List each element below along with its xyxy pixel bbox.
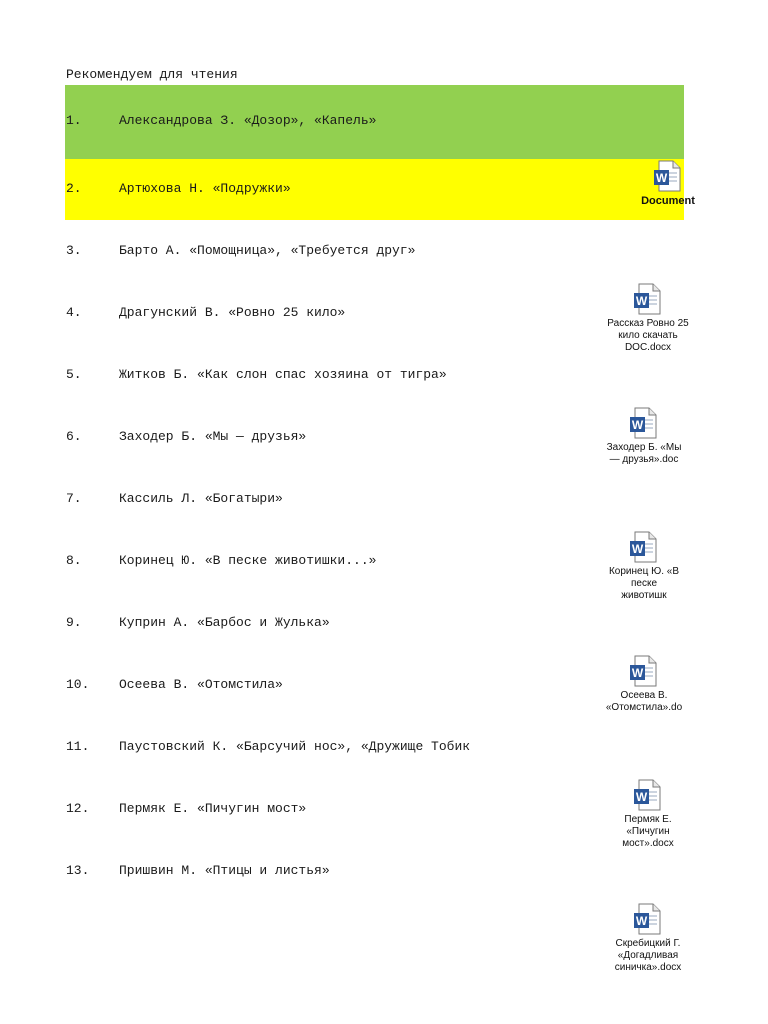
- list-item: [66, 243, 415, 259]
- attachment-label: Осеева В.: [620, 690, 668, 701]
- attachment-label: Рассказ Ровно 25: [607, 318, 689, 329]
- list-item-text: Драгунский В. «Ровно 25 кило»: [119, 305, 346, 320]
- list-item-number: 7.: [66, 491, 82, 506]
- page-heading: Рекомендуем для чтения: [66, 67, 238, 82]
- attachment-document[interactable]: [600, 283, 696, 354]
- attachment-document[interactable]: [600, 655, 688, 714]
- list-item-number: 3.: [66, 243, 82, 258]
- attachment-label: «Догадливая: [617, 950, 679, 961]
- svg-text:W: W: [631, 666, 644, 680]
- word-document-icon: [629, 407, 659, 439]
- list-item-text: Барто А. «Помощница», «Требуется друг»: [119, 243, 416, 258]
- attachment-document[interactable]: [600, 779, 696, 850]
- list-item: [66, 181, 291, 197]
- attachment-label: Коринец Ю. «В: [608, 566, 679, 577]
- list-item-text: Кассиль Л. «Богатыри»: [119, 491, 283, 506]
- attachment-label: мост».docx: [622, 838, 674, 849]
- attachment-label: «Отомстила».do: [605, 702, 683, 713]
- attachment-label: кило скачать: [618, 330, 678, 341]
- list-item-text: Артюхова Н. «Подружки»: [119, 181, 291, 196]
- attachment-label: «Пичугин: [626, 826, 670, 837]
- list-item: [66, 801, 306, 817]
- attachment-label: — друзья».doc: [609, 454, 679, 465]
- svg-text:W: W: [631, 542, 644, 556]
- list-item-number: 1.: [66, 113, 82, 128]
- attachment-label: песке: [630, 578, 658, 589]
- svg-text:W: W: [655, 171, 668, 185]
- list-item: [66, 553, 376, 569]
- attachment-label: животишк: [621, 590, 667, 601]
- list-item-number: 9.: [66, 615, 82, 630]
- list-item: [66, 677, 283, 693]
- list-item: [66, 429, 306, 445]
- list-item-text: Коринец Ю. «В песке животишки...»: [119, 553, 377, 568]
- svg-text:W: W: [635, 790, 648, 804]
- list-item-text: Александрова З. «Дозор», «Капель»: [119, 113, 377, 128]
- attachment-document[interactable]: [600, 407, 688, 466]
- attachment-document[interactable]: [600, 903, 696, 974]
- list-item: [66, 305, 345, 321]
- list-item: [66, 615, 330, 631]
- list-item-number: 4.: [66, 305, 82, 320]
- attachment-label: Заходер Б. «Мы: [606, 442, 682, 453]
- list-item: [66, 739, 470, 755]
- attachment-document[interactable]: [600, 531, 688, 602]
- word-document-icon: [653, 160, 683, 192]
- list-item-number: 5.: [66, 367, 82, 382]
- list-item-text: Заходер Б. «Мы — друзья»: [119, 429, 307, 444]
- svg-text:W: W: [635, 914, 648, 928]
- list-item-number: 6.: [66, 429, 82, 444]
- svg-text:W: W: [635, 294, 648, 308]
- word-document-icon: [633, 903, 663, 935]
- list-item-number: 8.: [66, 553, 82, 568]
- list-item-number: 10.: [66, 677, 90, 692]
- word-document-icon: [633, 779, 663, 811]
- list-item-text: Паустовский К. «Барсучий нос», «Дружище Тобик: [119, 739, 471, 754]
- word-document-icon: [629, 531, 659, 563]
- list-item: [66, 113, 376, 129]
- list-item-text: Куприн А. «Барбос и Жулька»: [119, 615, 330, 630]
- list-item: [66, 367, 447, 383]
- word-document-icon: [629, 655, 659, 687]
- list-item-text: Осеева В. «Отомстила»: [119, 677, 283, 692]
- list-item-number: 13.: [66, 863, 90, 878]
- attachment-label: Скребицкий Г.: [615, 938, 681, 949]
- list-item-text: Пермяк Е. «Пичугин мост»: [119, 801, 307, 816]
- list-item-number: 11.: [66, 739, 90, 754]
- attachment-label: Пермяк Е.: [624, 814, 672, 825]
- list-item-text: Житков Б. «Как слон спас хозяина от тигра»: [119, 367, 447, 382]
- attachment-label: DOC.docx: [624, 342, 672, 353]
- list-item: [66, 863, 330, 879]
- attachment-label: Document: [641, 195, 695, 207]
- word-document-icon: [633, 283, 663, 315]
- list-item-text: Пришвин М. «Птицы и листья»: [119, 863, 330, 878]
- list-item-number: 2.: [66, 181, 82, 196]
- list-item-number: 12.: [66, 801, 90, 816]
- attachment-document[interactable]: [620, 160, 716, 207]
- svg-text:W: W: [631, 418, 644, 432]
- list-item: [66, 491, 283, 507]
- attachment-label: синичка».docx: [614, 962, 682, 973]
